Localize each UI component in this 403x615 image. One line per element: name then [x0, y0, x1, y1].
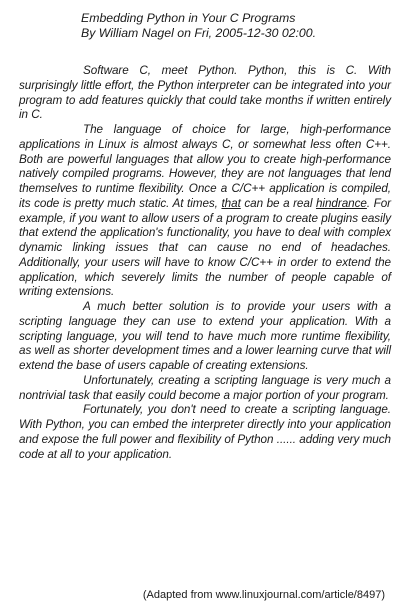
underlined-word-hindrance: hindrance	[315, 196, 367, 210]
underlined-word-that: that	[221, 196, 241, 210]
paragraph-4: Unfortunately, creating a scripting language is very much a nontrivial task that easily could become a major portion of your program.	[19, 373, 391, 402]
article-header	[81, 11, 316, 41]
paragraph-2-text-b: can be a real	[240, 196, 316, 210]
paragraph-1: Software C, meet Python. Python, this is C. With surprisingly little effort, the Python interpreter can be integrated into your program to add features quickly that could take months if written entirely in C.	[19, 64, 391, 122]
paragraph-2	[19, 123, 391, 300]
source-attribution: (Adapted from www.linuxjournal.com/article/8497)	[142, 589, 385, 601]
article-title: Embedding Python in Your C Programs	[81, 11, 296, 25]
paragraph-2-text-c: . For example, if you want to allow users of a program to create plugins easily that extend the application's functionality, you have to deal with complex dynamic linking issues that can cause no end of headaches. Additionally, your users will have to know C/C++ in order to extend the application, which severely limits the number of people capable of writing extensions.	[19, 196, 392, 299]
article-byline: By William Nagel on Fri, 2005-12-30 02:00.	[81, 26, 317, 40]
article-body	[19, 64, 391, 462]
paragraph-3: A much better solution is to provide your users with a scripting language they can use to extend your application. With a scripting language, you will tend to have much more runtime flexibility, as well as shorter development times and a lower learning curve that will extend the base of users capable of creating extensions.	[19, 300, 391, 372]
paragraph-2-text-a: The language of choice for large, high-performance applications in Linux is almost always C, or somewhat less often C++. Both are powerful languages that allow you to create high-performance natively compiled programs. However, they are not languages that lend themselves to runtime flexibility. Once a C/C++ application is compiled, its code is pretty much static. At times,	[19, 123, 391, 210]
paragraph-5: Fortunately, you don't need to create a scripting language. With Python, you can embed the interpreter directly into your application and expose the full power and flexibility of Python ...... adding very much code at all to your application.	[19, 403, 391, 461]
